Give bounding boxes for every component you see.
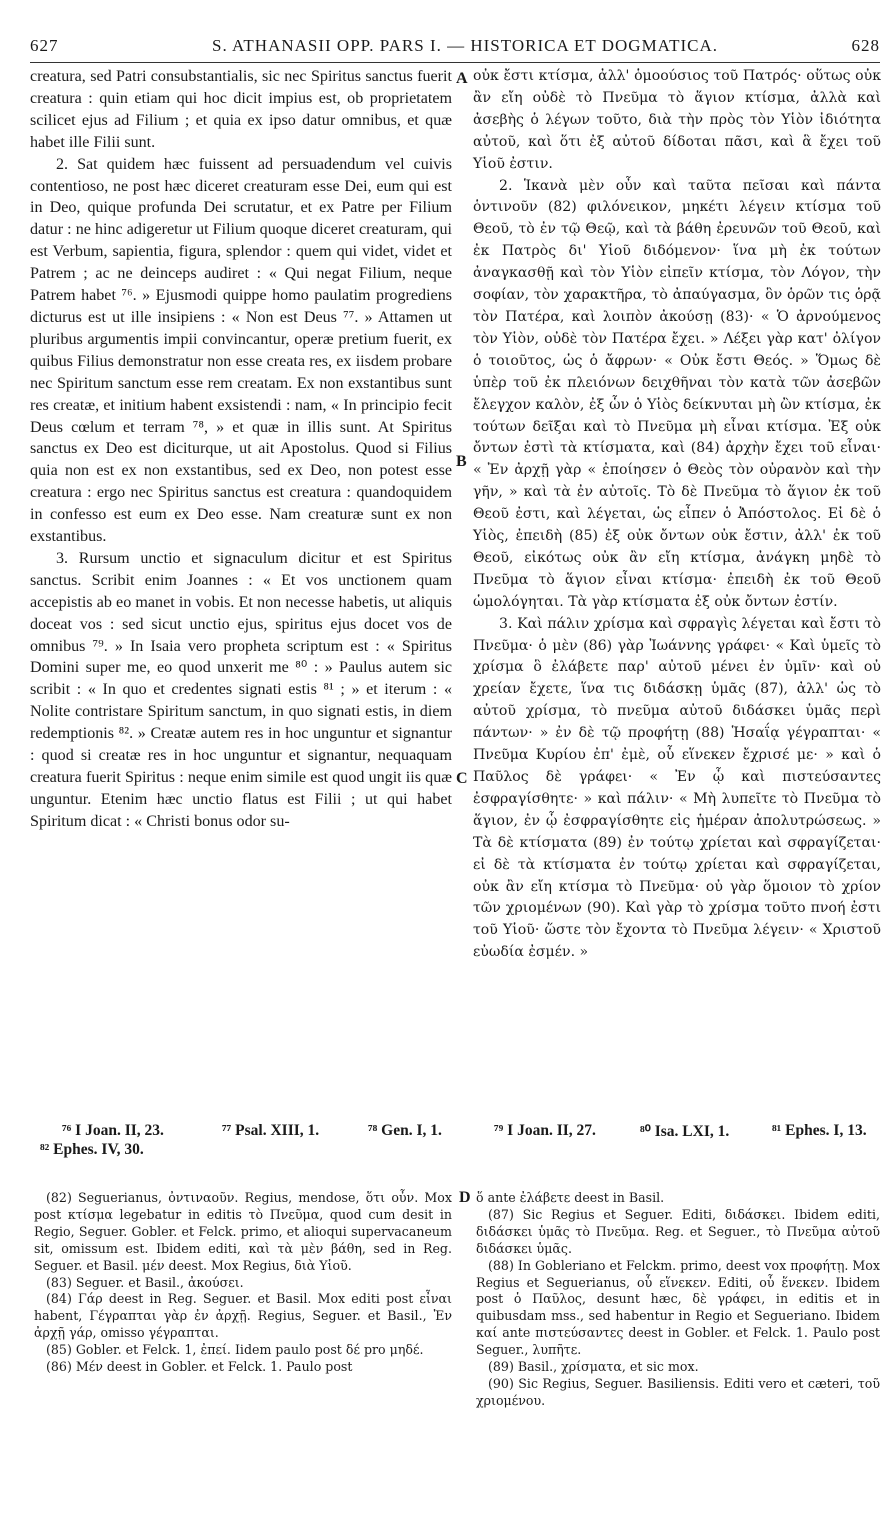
variant-note-89: (89) Basil., χρίσματα, et sic mox. (488, 1359, 699, 1375)
footnote-76: ⁷⁶ I Joan. II, 23. (62, 1122, 164, 1139)
margin-marker-d: D (459, 1189, 471, 1206)
footnote-79: ⁷⁹ I Joan. II, 27. (494, 1122, 596, 1139)
variant-note-82: (82) Seguerianus, ὀντιναοῦν. Regius, mendose, ὅτι οὖν. Mox post κτίσμα legebatur in editis τὸ Πνεῦμα, quod cum desit in Regio, Seguer. Gobler. et Felck. primo, et alioqui supervacaneum sit, omissum est. Ibidem editi, καὶ τὰ μὲν βάθη, sed in Reg. Seguer. et Basil. μέν deest. Mox Regius, διὰ Υἱοῦ. (34, 1190, 452, 1273)
greek-column (473, 66, 881, 964)
page-number-right: 628 (851, 36, 880, 55)
variant-note-86-continued: ὅ ante ἐλάβετε deest in Basil. (476, 1190, 665, 1205)
variant-note-85: (85) Gobler. et Felck. 1, ἐπεί. Iidem paulo post δέ pro μηδέ. (46, 1342, 424, 1358)
latin-paragraph-1: creatura, sed Patri consubstantialis, sic nec Spiritus sanctus fuerit creatura : quin etiam qui hoc dicit impius est, ob proprietatem scilicet ejus ad Filium ; et quia ex ipso datur omnibus, et quæ habet ille Filii sunt. (30, 68, 452, 151)
footnote-77: ⁷⁷ Psal. XIII, 1. (222, 1122, 320, 1139)
greek-paragraph-3: 3. Καὶ πάλιν χρίσμα καὶ σφραγὶς λέγεται καὶ ἔστι τὸ Πνεῦμα· ὁ μὲν (86) γὰρ Ἰωάννης γράφει· « Καὶ ὑμεῖς τὸ χρίσμα ὃ ἐλάβετε παρ' αὐτοῦ μένει ἐν ὑμῖν· καὶ οὐ χρείαν ἔχετε, ἵνα τις διδάσκῃ ὑμᾶς (87), ἀλλ' ὡς τὸ αὐτοῦ χρίσμα, τὸ πνεῦμα αὐτοῦ διδάσκει ὑμᾶς περὶ πάντων· » ἐν δὲ τῷ προφήτῃ (88) Ἡσαΐᾳ γέγραπται· « Πνεῦμα Κυρίου ἐπ' ἐμὲ, οὗ εἵνεκεν ἔχρισέ με· » καὶ ὁ Παῦλος δὲ γράφει· « Ἐν ᾧ καὶ πιστεύσαντες ἐσφραγίσθητε· » καὶ πάλιν· « Μὴ λυπεῖτε τὸ Πνεῦμα τὸ ἅγιον, ἐν ᾧ ἐσφραγίσθητε εἰς ἡμέραν ἀπολυτρώσεως. » Τὰ δὲ κτίσματα (89) ἐν τούτῳ χρίεται καὶ σφραγίζεται· εἰ δὲ τὰ κτίσματα ἐν τούτῳ χρίεται καὶ σφραγίζεται, οὐκ ἂν εἴη κτίσμα τὸ Πνεῦμα· οὐ γὰρ ὅμοιον τὸ χρίον τῶν χριομένων (90). Καὶ γὰρ τὸ χρίσμα τοῦτο πνοή ἐστι τοῦ Υἱοῦ· ὥστε τὸν ἔχοντα τὸ Πνεῦμα λέγειν· « Χριστοῦ εὐωδία ἐσμέν. » (473, 615, 881, 961)
margin-marker-c: C (456, 770, 468, 787)
latin-paragraph-2: 2. Sat quidem hæc fuissent ad persuadendum vel cuivis contentioso, ne post hæc diceret creaturam esse Dei, eum qui est in Deo, quique profunda Dei scrutatur, et ex Patre per Filium datur : ne hinc adigeretur ut Filium quoque diceret creaturam, qui est Verbum, sapientia, figura, splendor : quem qui videt, videt et Patrem ; ac ne deinceps audiret : « Qui negat Filium, neque Patrem habet ⁷⁶. » Ejusmodi quippe homo paulatim progrediens dicturus est ut ille insipiens : « Non est Deus ⁷⁷. » Attamen ut pluribus argumentis impii convincantur, operæ pretium fuerit, ex quibus Filius demonstratur non esse creata res, ex iisdem probare nec Spiritum sanctum esse rem creatam. Ex non exstantibus sunt res creatæ, et initium habent exsistendi : nam, « In principio fecit Deus cœlum et terram ⁷⁸, » et quæ in illis sunt. At Spiritus sanctus ex Deo est diciturque, ut ait Apostolus. Quod si Filius quia non est ex non exstantibus, sed ex Deo, non potest esse creatura : ergo nec Spiritus sanctus est creatura : quandoquidem in confesso est eum ex Deo esse. Nam creaturæ sunt ex non exstantibus. (30, 155, 452, 546)
margin-marker-a: A (456, 70, 468, 87)
scripture-footnotes-row-1 (40, 1122, 880, 1142)
latin-column (30, 66, 452, 833)
variant-note-87: (87) Sic Regius et Seguer. Editi, διδάσκει. Ibidem editi, διδάσκει ὑμᾶς τὸ Πνεῦμα. Reg. et Seguer., τὸ Πνεῦμα αὐτοῦ διδάσκει ὑμᾶς. (476, 1206, 880, 1256)
running-header (30, 36, 880, 58)
footnote-78: ⁷⁸ Gen. I, 1. (368, 1122, 442, 1139)
variant-note-88: (88) In Gobleriano et Felckm. primo, deest vox προφήτῃ. Mox Regius et Seguerianus, οὗ εἵνεκεν. Editi, οὗ ἕνεκεν. Ibidem post ὁ Παῦλος, desunt hæc, δὲ γράφει, in editis et in quibusdam mss., sed habentur in Regio et Segueriano. Ibidem καί ante πιστεύσαντες deest in Gobler. et Felck. 1. Paulo post Seguer., λυπῆτε. (476, 1257, 880, 1358)
variant-readings-right (476, 1190, 880, 1410)
variant-note-86: (86) Μέν deest in Gobler. et Felck. 1. Paulo post (46, 1359, 353, 1375)
running-title: S. ATHANASII OPP. PARS I. — HISTORICA ET DOGMATICA. (212, 36, 718, 55)
header-rule (30, 62, 880, 63)
variant-note-90: (90) Sic Regius, Seguer. Basiliensis. Editi vero et cæteri, τοῦ χριομένου. (476, 1375, 880, 1408)
greek-paragraph-1: οὐκ ἔστι κτίσμα, ἀλλ' ὁμοούσιος τοῦ Πατρός· οὕτως οὐκ ἂν εἴη οὐδὲ τὸ Πνεῦμα τὸ ἅγιον κτίσμα, ἀλλὰ καὶ ἀσεβὴς ὁ λέγων τοῦτο, διὰ τὴν πρὸς τὸν Υἱὸν ἰδιότητα αὐτοῦ, καὶ ὅτι ἐξ αὐτοῦ δίδοται πᾶσι, καὶ ἃ ἔχει τοῦ Υἱοῦ ἐστιν. (473, 68, 881, 172)
greek-paragraph-2: 2. Ἱκανὰ μὲν οὖν καὶ ταῦτα πεῖσαι καὶ πάντα ὁντινοῦν (82) φιλόνεικον, μηκέτι λέγειν κτίσμα τοῦ Θεοῦ, τὸ ἐν τῷ Θεῷ, καὶ τὰ βάθη ἐρευνῶν τοῦ Θεοῦ, καὶ ἐκ Πατρὸς δι' Υἱοῦ διδόμενον· ἵνα μὴ ἐκ τούτων ἀναγκασθῇ καὶ τὸν Υἱὸν εἰπεῖν κτίσμα, τὸν Λόγον, τὴν σοφίαν, τὸν χαρακτῆρα, τὸ ἀπαύγασμα, ὃν ὁρῶν τις ὁρᾷ τὸν Πατέρα, καὶ λοιπὸν ἀκούσῃ (83)· « Ὁ ἀρνούμενος τὸν Υἱὸν, οὐδὲ τὸν Πατέρα ἔχει. » Λέξει γὰρ κατ' ὀλίγον ὁ τοιοῦτος, ὡς ὁ ἄφρων· « Οὐκ ἔστι Θεός. » Ὅμως δὲ ὑπὲρ τοῦ ἐκ πλειόνων δειχθῆναι τὸν κατὰ τῶν ἀσεβῶν ἔλεγχον καλὸν, ἐξ ὧν ὁ Υἱὸς δείκνυται μὴ ὢν κτίσμα, ἐκ τούτων δεῖξαι καὶ τὸ Πνεῦμα μὴ εἶναι κτίσμα. Ἐξ οὐκ ὄντων ἐστὶ τὰ κτίσματα, καὶ (84) ἀρχὴν ἔχει τοῦ εἶναι· « Ἐν ἀρχῇ γὰρ « ἐποίησεν ὁ Θεὸς τὸν οὐρανὸν καὶ τὴν γῆν, » καὶ τὰ ἐν αὐτοῖς. Τὸ δὲ Πνεῦμα τὸ ἅγιον ἐκ τοῦ Θεοῦ ἐστι, καὶ λέγεται, ὡς εἶπεν ὁ Ἀπόστολος. Εἰ δὲ ὁ Υἱὸς, ἐπειδὴ (85) ἐξ οὐκ ὄντων οὐκ ἔστιν, ἀλλ' ἐκ τοῦ Θεοῦ, εἰκότως οὐκ ἂν εἴη κτίσμα, ἀνάγκη μηδὲ τὸ Πνεῦμα τὸ ἅγιον εἶναι κτίσμα· ἐπειδὴ ἐκ τοῦ Θεοῦ ὡμολόγηται. Τὰ γὰρ κτίσματα ἐξ οὐκ ὄντων ἐστίν. (473, 177, 881, 610)
footnote-81: ⁸¹ Ephes. I, 13. (772, 1122, 867, 1139)
page-number-left: 627 (30, 36, 59, 55)
footnote-80: ⁸⁰ Isa. LXI, 1. (640, 1123, 730, 1140)
variant-readings-left (34, 1190, 452, 1376)
variant-note-84: (84) Γάρ deest in Reg. Seguer. et Basil. Mox editi post εἶναι habent, Γέγραπται γὰρ ἐν ἀρχῇ. Regius, Seguer. et Basil., Ἐν ἀρχῇ γάρ, omisso γέγραπται. (34, 1291, 452, 1341)
variant-note-83: (83) Seguer. et Basil., ἀκούσει. (46, 1274, 244, 1290)
footnote-82: ⁸² Ephes. IV, 30. (40, 1141, 144, 1158)
latin-paragraph-3: 3. Rursum unctio et signaculum dicitur et est Spiritus sanctus. Scribit enim Joannes : « Et vos unctionem quam accepistis ab eo manet in vobis. Et non necesse habetis, ut aliquis doceat vos : sed sicut unctio ejus, spiritus ejus docet vos de omnibus ⁷⁹. » In Isaia vero propheta scriptum est : « Spiritus Domini super me, eo quod unxerit me ⁸⁰ : » Paulus autem sic scribit : « In quo et credentes signati estis ⁸¹ ; » et iterum : « Nolite contristare Spiritum sanctum, in quo signati estis, in diem redemptionis ⁸². » Creatæ autem res in hoc unguntur et signantur : quod si creatæ res in hoc unguntur et signantur, nequaquam creatura fuerit Spiritus : neque enim simile est quod ungit iis quæ unguntur. Etenim hæc unctio flatus est Filii ; ut qui habet Spiritum dicat : « Christi bonus odor su- (30, 549, 452, 830)
scripture-footnotes-row-2 (40, 1141, 880, 1161)
margin-marker-b: B (456, 453, 467, 470)
